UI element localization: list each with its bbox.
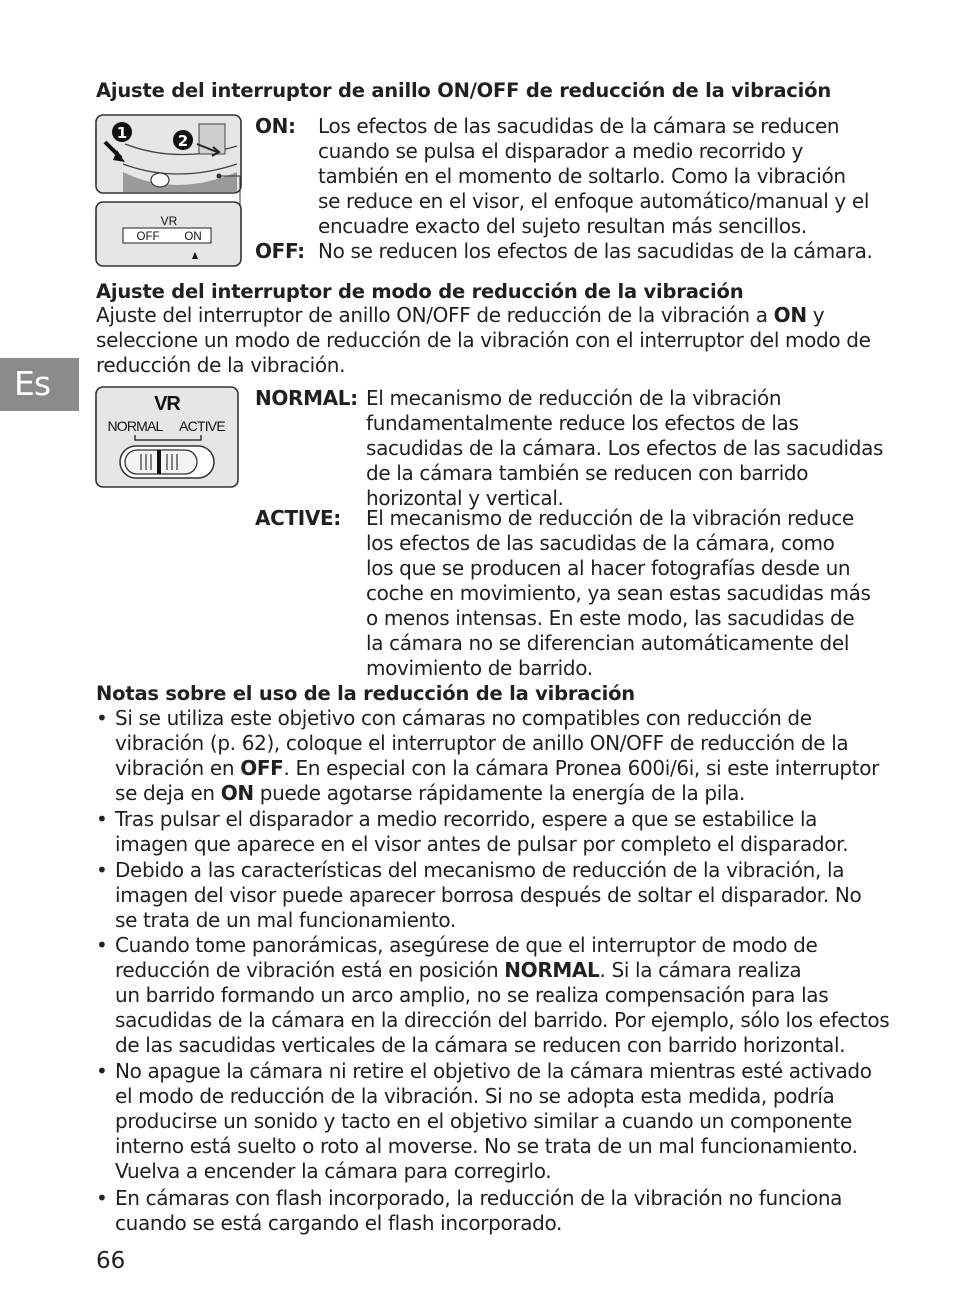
page-number: 66 (96, 1248, 126, 1274)
vr-ring-switch-figure (95, 114, 243, 269)
off-label: OFF: (255, 239, 305, 263)
note-5: No apague la cámara ni retire el objetivo de la cámara mientras esté activado el modo de reducción de la vibración. Si no se adopta esta medida, podría producirse un sonido y tacto en el objetivo similar a cuando un componente interno está suelto o roto al moverse. No se trata de un mal funcionamiento. Vuelva a encender la cámara para corregirlo. (115, 1059, 872, 1183)
note-6: En cámaras con flash incorporado, la reducción de la vibración no funciona cuando se está cargando el flash incorporado. (115, 1186, 843, 1235)
callout-2-number: 2 (177, 132, 189, 150)
lens-ring-illustration (95, 114, 243, 269)
note-2: Tras pulsar el disparador a medio recorrido, espere a que se estabilice la imagen que aparece en el visor antes de pulsar por completo el disparador. (115, 807, 849, 856)
callout-1-number: 1 (116, 124, 128, 142)
switch-off-label: OFF (136, 231, 160, 243)
vr-mode-switch-figure (95, 386, 240, 490)
language-tab (0, 358, 79, 411)
mode-switch-illustration (95, 386, 240, 490)
normal-label: NORMAL: (255, 386, 358, 410)
on-label: ON: (255, 114, 296, 138)
bullet-icon: • (96, 1186, 108, 1210)
switch-on-label: ON (184, 231, 202, 243)
normal-description: El mecanismo de reducción de la vibración fundamentalmente reduce los efectos de las sacudidas de la cámara. Los efectos de las sacudidas de la cámara también se reducen con barrido horizontal y vertical. (366, 386, 884, 510)
bullet-icon: • (96, 858, 108, 882)
switch-vr-label: VR (160, 214, 178, 228)
note-1: Si se utiliza este objetivo con cámaras no compatibles con reducción de vibración (p. 62), coloque el interruptor de anillo ON/OFF de reducción de la vibración en OFF. En especial con la cámara Pronea 600i/6i, si este interruptor se deja en ON puede agotarse rápidamente la energía de la pila. (115, 706, 880, 805)
section2-intro: Ajuste del interruptor de anillo ON/OFF de reducción de la vibración a ON y seleccione un modo de reducción de la vibración con el interruptor del modo de reducción de la vibración. (96, 303, 871, 377)
bullet-icon: • (96, 807, 108, 831)
mode-active-label: ACTIVE (179, 418, 225, 434)
section1-heading: Ajuste del interruptor de anillo ON/OFF de reducción de la vibración (96, 79, 832, 102)
active-label: ACTIVE: (255, 506, 341, 530)
callout-2-icon (173, 130, 193, 150)
section3-heading: Notas sobre el uso de la reducción de la vibración (96, 682, 635, 705)
mode-normal-label: NORMAL (107, 418, 163, 434)
note-3: Debido a las características del mecanismo de reducción de la vibración, la imagen del visor puede aparecer borrosa después de soltar el disparador. No se trata de un mal funcionamiento. (115, 858, 862, 932)
bullet-icon: • (96, 706, 108, 730)
off-description: No se reducen los efectos de las sacudidas de la cámara. (318, 239, 873, 263)
section2-heading: Ajuste del interruptor de modo de reducción de la vibración (96, 280, 744, 303)
on-description: Los efectos de las sacudidas de la cámara se reducen cuando se pulsa el disparador a medio recorrido y también en el momento de soltarlo. Como la vibración se reduce en el visor, el enfoque automático/manual y el encuadre exacto del sujeto resultan más sencillos. (318, 114, 870, 238)
note-4: Cuando tome panorámicas, asegúrese de que el interruptor de modo de reducción de vibración está en posición NORMAL. Si la cámara realiza un barrido formando un arco amplio, no se realiza compensación para las sacudidas de la cámara en la dirección del barrido. Por ejemplo, sólo los efectos de las sacudidas verticales de la cámara se reducen con barrido horizontal. (115, 933, 890, 1057)
bullet-icon: • (96, 1059, 108, 1083)
callout-1-icon (112, 122, 132, 142)
bullet-icon: • (96, 933, 108, 957)
language-tab-label: Es (14, 364, 51, 403)
mode-vr-label: VR (154, 393, 180, 415)
active-description: El mecanismo de reducción de la vibración reduce los efectos de las sacudidas de la cámara, como los que se producen al hacer fotografías desde un coche en movimiento, ya sean estas sacudidas más o menos intensas. En este modo, las sacudidas de la cámara no se diferencian automáticamente del movimiento de barrido. (366, 506, 871, 680)
